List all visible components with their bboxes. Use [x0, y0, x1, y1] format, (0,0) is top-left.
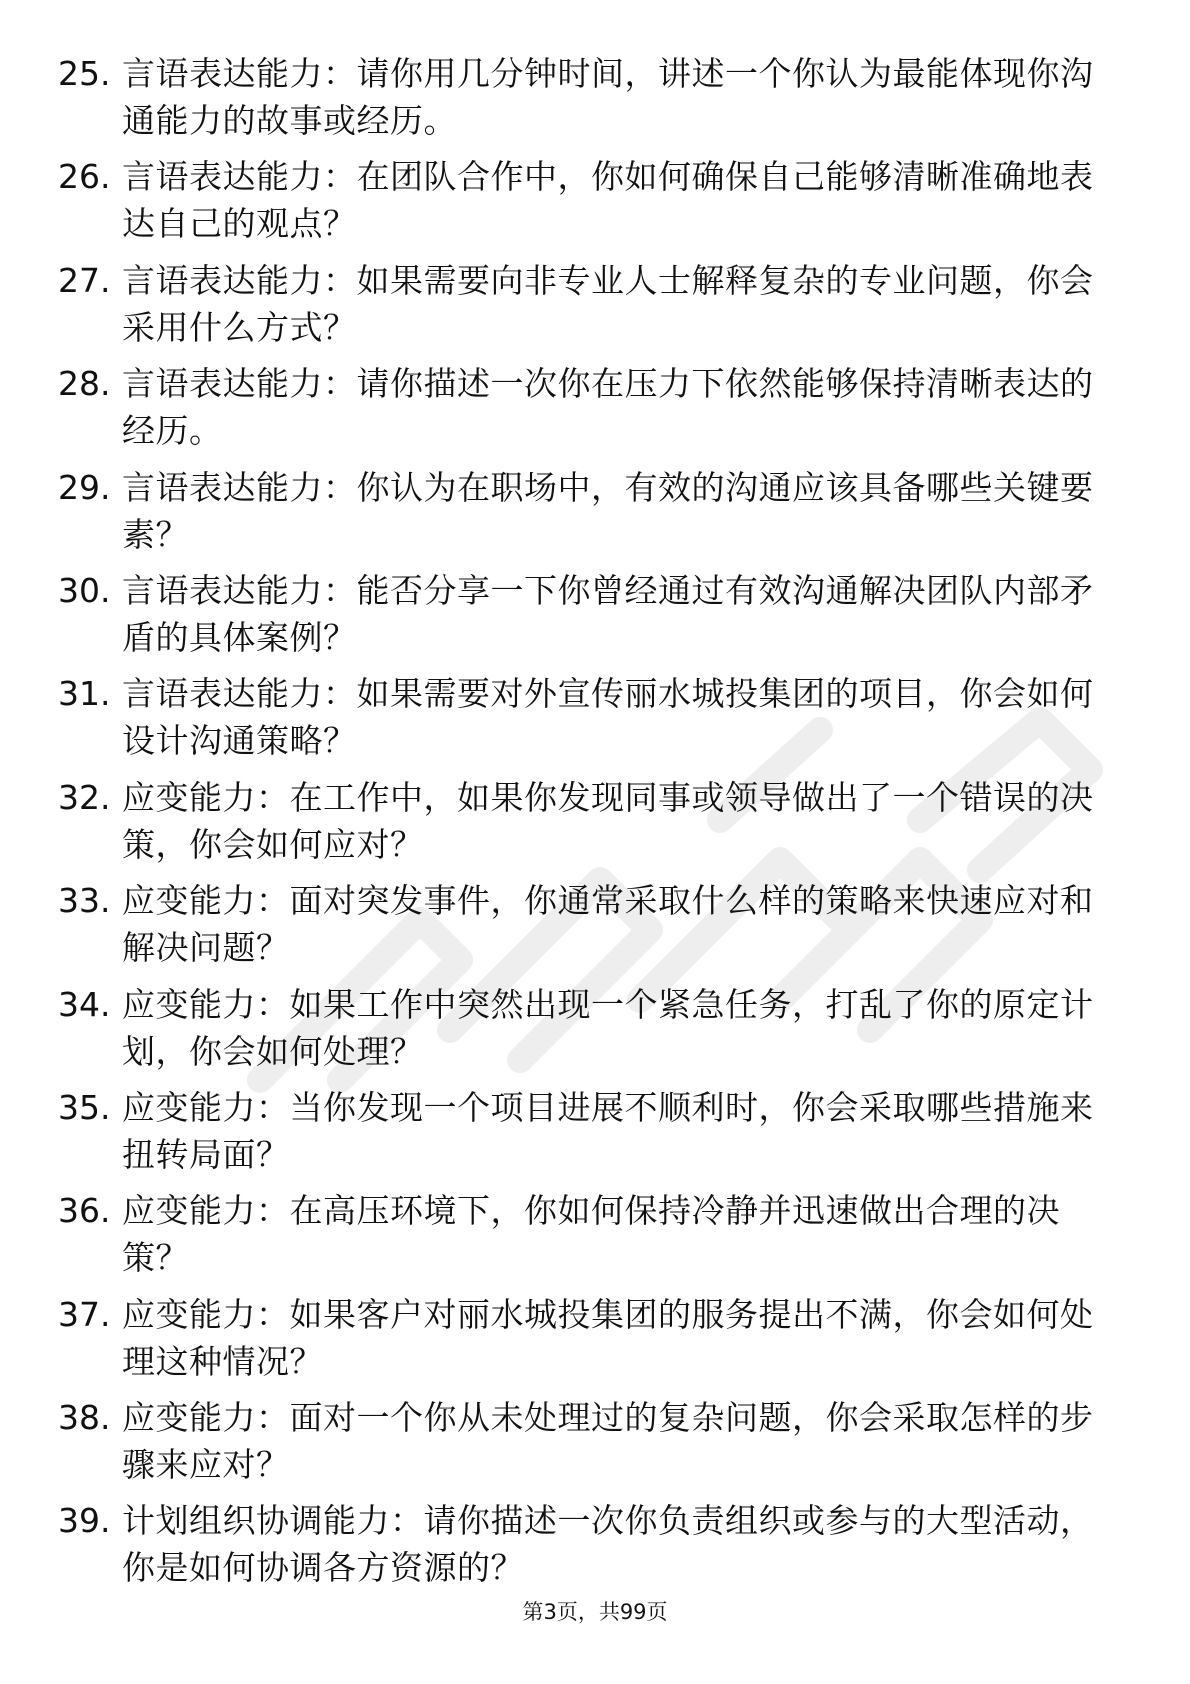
question-item: [58, 1291, 1118, 1394]
question-item: [58, 877, 1118, 980]
question-item: [58, 464, 1118, 567]
question-item: [58, 360, 1118, 463]
question-text: 计划组织协调能力：请你描述一次你负责组织或参与的大型活动，你是如何协调各方资源的？: [122, 1501, 1094, 1588]
question-text: 应变能力：在高压环境下，你如何保持冷静并迅速做出合理的决策？: [122, 1191, 1060, 1278]
question-item: [58, 774, 1118, 877]
question-number: 29.: [58, 467, 111, 507]
question-number: 28.: [58, 364, 111, 404]
question-text: 应变能力：如果客户对丽水城投集团的服务提出不满，你会如何处理这种情况？: [122, 1294, 1094, 1381]
question-item: [58, 1084, 1118, 1187]
question-text: 应变能力：面对一个你从未处理过的复杂问题，你会采取怎样的步骤来应对？: [122, 1398, 1094, 1485]
question-number: 27.: [58, 260, 111, 300]
question-item: [58, 567, 1118, 670]
question-number: 35.: [58, 1087, 111, 1127]
question-text: 言语表达能力：如果需要向非专业人士解释复杂的专业问题，你会采用什么方式？: [122, 260, 1094, 347]
question-number: 36.: [58, 1191, 111, 1231]
question-text: 应变能力：如果工作中突然出现一个紧急任务，打乱了你的原定计划，你会如何处理？: [122, 984, 1094, 1071]
question-text: 应变能力：当你发现一个项目进展不顺利时，你会采取哪些措施来扭转局面？: [122, 1087, 1094, 1174]
question-number: 31.: [58, 674, 111, 714]
question-number: 34.: [58, 984, 111, 1024]
question-number: 26.: [58, 157, 111, 197]
question-number: 33.: [58, 881, 111, 921]
question-item: [58, 981, 1118, 1084]
question-text: 应变能力：在工作中，如果你发现同事或领导做出了一个错误的决策，你会如何应对？: [122, 777, 1094, 864]
question-number: 32.: [58, 777, 111, 817]
question-text: 言语表达能力：请你用几分钟时间，讲述一个你认为最能体现你沟通能力的故事或经历。: [122, 54, 1094, 140]
question-item: [58, 257, 1118, 360]
question-number: 38.: [58, 1398, 111, 1438]
question-number: 39.: [58, 1501, 111, 1541]
question-text: 言语表达能力：如果需要对外宣传丽水城投集团的项目，你会如何设计沟通策略？: [122, 674, 1094, 761]
question-text: 言语表达能力：在团队合作中，你如何确保自己能够清晰准确地表达自己的观点？: [122, 157, 1094, 244]
question-text: 应变能力：面对突发事件，你通常采取什么样的策略来快速应对和解决问题？: [122, 881, 1094, 968]
question-item: [58, 1394, 1118, 1497]
question-text: 言语表达能力：你认为在职场中，有效的沟通应该具备哪些关键要素？: [122, 467, 1094, 554]
page-footer: 第3页，共99页: [522, 1600, 668, 1624]
question-number: 25.: [58, 54, 111, 93]
question-number: 30.: [58, 570, 111, 610]
question-number: 37.: [58, 1294, 111, 1334]
question-item: [58, 50, 1118, 153]
question-list: [58, 50, 1118, 1601]
question-item: [58, 1497, 1118, 1600]
question-item: [58, 153, 1118, 256]
question-item: [58, 1187, 1118, 1290]
question-text: 言语表达能力：能否分享一下你曾经通过有效沟通解决团队内部矛盾的具体案例？: [122, 570, 1094, 657]
question-item: [58, 670, 1118, 773]
question-text: 言语表达能力：请你描述一次你在压力下依然能够保持清晰表达的经历。: [122, 364, 1094, 451]
